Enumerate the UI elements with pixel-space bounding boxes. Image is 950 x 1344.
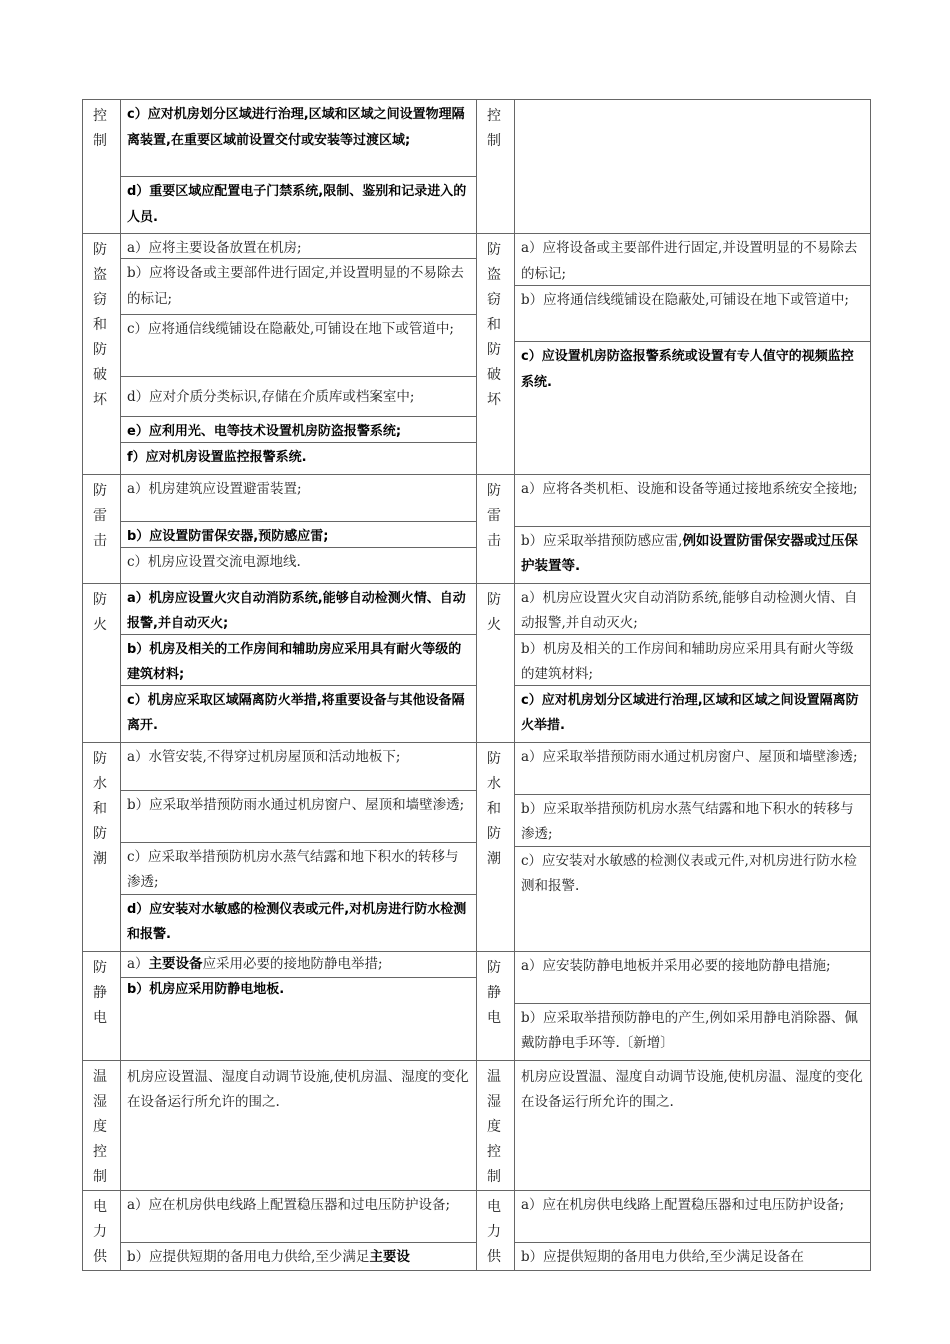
list-item: d）重要区域应配置电子门禁系统,限制、鉴别和记录进入的人员. <box>127 184 467 225</box>
list-item: 机房应设置温、湿度自动调节设施,使机房温、湿度的变化在设备运行所允许的围之. <box>127 1068 469 1110</box>
list-item: e）应利用光、电等技术设置机房防盗报警系统; <box>121 417 476 443</box>
list-item: b）应采取举措预防雨水通过机房窗户、屋顶和墙壁渗透; <box>121 791 476 843</box>
category-label: 温湿度控制 <box>487 1068 501 1185</box>
table-row <box>83 1060 871 1190</box>
item-text: 应采用必要的接地防静电举措; <box>202 955 383 972</box>
list-item <box>121 952 476 978</box>
item-text-bold: 主要设备 <box>148 955 203 972</box>
list-item: b）机房及相关的工作房间和辅助房应采用具有耐火等级的建筑材料; <box>515 635 870 686</box>
list-item: c）应对机房划分区域进行治理,区域和区域之间设置物理隔离装置,在重要区域前设置交付或安装等过渡区域; <box>121 100 476 177</box>
item-text: a） <box>127 955 149 972</box>
category-label: 电力供 <box>93 1198 107 1265</box>
list-item: b）应设置防雷保安器,预防感应雷; <box>121 522 476 548</box>
category-label: 防水和防潮 <box>487 750 501 867</box>
category-label: 防雷击 <box>487 482 501 549</box>
list-item: b）机房应采用防静电地板. <box>127 981 285 997</box>
list-item: c）机房应设置交流电源地线. <box>127 553 301 570</box>
list-item: c）应安装对水敏感的检测仪表或元件,对机房进行防水检测和报警. <box>521 852 857 894</box>
list-item: b）应采取举措预防静电的产生,例如采用静电消除器、佩戴防静电手环等.〔新增〕 <box>521 1009 858 1051</box>
list-item: d）应对介质分类标识,存储在介质库或档案室中; <box>121 377 476 417</box>
table-row <box>83 1190 871 1270</box>
table-row <box>83 100 871 234</box>
list-item: b）应将通信线缆铺设在隐蔽处,可铺设在地下或管道中; <box>515 286 870 342</box>
list-item: a）机房建筑应设置避雷装置; <box>121 475 476 522</box>
list-item <box>515 527 870 583</box>
category-label: 控制 <box>93 108 107 149</box>
list-item: a）应将各类机柜、设施和设备等通过接地系统安全接地; <box>515 475 870 527</box>
list-item: a）水管安装,不得穿过机房屋顶和活动地板下; <box>121 743 476 791</box>
list-item: a）机房应设置火灾自动消防系统,能够自动检测火情、自动报警,并自动灭火; <box>515 584 870 635</box>
category-label: 防静电 <box>93 959 107 1026</box>
category-label: 防静电 <box>487 959 501 1026</box>
category-label: 防盗窃和防破坏 <box>93 242 107 408</box>
category-label: 防雷击 <box>93 482 107 549</box>
item-text: b）应采取举措预防感应雷, <box>521 532 683 549</box>
list-item: c）应对机房划分区域进行治理,区域和区域之间设置隔离防火举措. <box>521 692 859 733</box>
list-item <box>121 1243 476 1268</box>
table-row <box>83 951 871 1060</box>
list-item: f）应对机房设置监控报警系统. <box>127 450 307 465</box>
category-label: 控制 <box>487 108 501 149</box>
list-item: c）机房应采取区域隔离防火举措,将重要设备与其他设备隔离开. <box>127 692 465 733</box>
category-label: 防火 <box>487 591 501 633</box>
requirements-table <box>82 99 871 1271</box>
list-item: b）应提供短期的备用电力供给,至少满足设备在 <box>521 1248 804 1265</box>
list-item: b）应将设备或主要部件进行固定,并设置明显的不易除去的标记; <box>121 259 476 315</box>
table-row <box>83 474 871 583</box>
table-row <box>83 234 871 475</box>
list-item: c）应设置机房防盗报警系统或设置有专人值守的视频监控系统. <box>521 349 854 390</box>
category-label: 防水和防潮 <box>93 750 107 867</box>
list-item: c）应将通信线缆铺设在隐蔽处,可铺设在地下或管道中; <box>121 315 476 377</box>
list-item: a）机房应设置火灾自动消防系统,能够自动检测火情、自动报警,并自动灭火; <box>121 584 476 635</box>
category-label: 防盗窃和防破坏 <box>487 242 501 408</box>
table-row <box>83 742 871 951</box>
list-item: 机房应设置温、湿度自动调节设施,使机房温、湿度的变化在设备运行所允许的围之. <box>521 1068 863 1110</box>
list-item: a）应将主要设备放置在机房; <box>121 234 476 259</box>
item-text: b）应提供短期的备用电力供给,至少满足 <box>127 1248 370 1265</box>
item-text-bold: 例如设置防雷保安器或过压保护装置等. <box>521 532 858 574</box>
category-label: 温湿度控制 <box>93 1068 107 1185</box>
list-item: a）应将设备或主要部件进行固定,并设置明显的不易除去的标记; <box>515 234 870 286</box>
list-item: a）应在机房供电线路上配置稳压器和过电压防护设备; <box>515 1191 870 1243</box>
list-item: b）机房及相关的工作房间和辅助房应采用具有耐火等级的建筑材料; <box>121 635 476 686</box>
list-item: d）应安装对水敏感的检测仪表或元件,对机房进行防水检测和报警. <box>127 901 467 942</box>
list-item: c）应采取举措预防机房水蒸气结露和地下积水的转移与渗透; <box>121 843 476 895</box>
table-row <box>83 583 871 742</box>
category-label: 防火 <box>93 591 107 633</box>
item-text-bold: 主要设 <box>369 1248 410 1265</box>
category-label: 电力供 <box>487 1198 501 1265</box>
list-item: a）应采取举措预防雨水通过机房窗户、屋顶和墙壁渗透; <box>515 743 870 795</box>
list-item: a）应在机房供电线路上配置稳压器和过电压防护设备; <box>121 1191 476 1243</box>
list-item: a）应安装防静电地板并采用必要的接地防静电措施; <box>515 952 870 1004</box>
list-item: b）应采取举措预防机房水蒸气结露和地下积水的转移与渗透; <box>515 795 870 847</box>
